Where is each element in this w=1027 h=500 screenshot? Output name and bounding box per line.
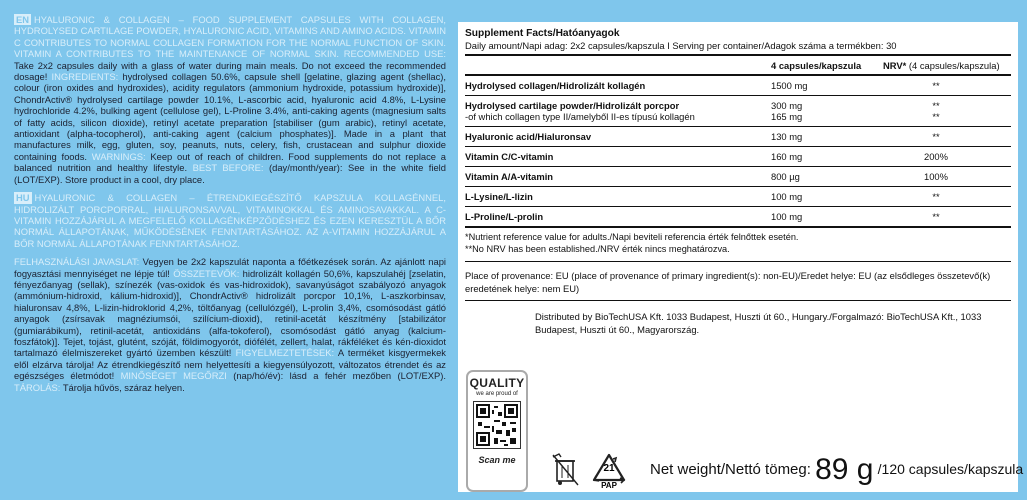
note-nrv: *Nutrient reference value for adults./Napi beviteli referencia érték felnőttek esetén. (465, 232, 799, 242)
nutrient-nrv-sub: ** (932, 111, 940, 122)
distributor-text: Distributed by BioTechUSA Kft. 1033 Budapest, Huszti út 60., Hungary./Forgalmazó: BioTechUSA Kft., 1033 Budapest, Huszti út 60., Magyarország. (535, 311, 982, 335)
nutrient-nrv: 100% (924, 171, 948, 182)
facts-row-divider (465, 226, 1011, 228)
facts-title: Supplement Facts/Hatóanyagok (465, 28, 620, 39)
nutrient-name: Hydrolysed cartilage powder/Hidrolizált porcpor (465, 100, 680, 111)
nutrient-amount: 300 mg (771, 100, 803, 111)
notes-rule (465, 261, 1011, 262)
label-text-block (14, 14, 446, 494)
nutrient-name: L-Proline/L-prolin (465, 211, 544, 222)
recycling-symbol (590, 452, 628, 497)
hu-warnings-text: A terméket kisgyermekek elől elzárva tárolja! Az étrendkiegészítő nem helyettesíti a kiegyensúlyozott, változatos étrendet és az egészséges életmódot! (14, 347, 446, 382)
en-best-before-text: (day/month/year): See in the white field (LOT/EXP). Store product in a cool, dry place. (14, 162, 446, 185)
col-nrv-header: NRV* (4 capsules/kapszula) (883, 59, 1000, 71)
info-panel (458, 22, 1018, 492)
net-weight-label: Net weight/Nettó tömeg: (650, 461, 811, 478)
nutrient-amount: 100 mg (771, 191, 803, 202)
hu-storage-label: TÁROLÁS: (14, 381, 61, 393)
hu-best-before-label: MINŐSÉGET MEGŐRZI (120, 370, 227, 382)
hu-use-label: FELHASZNÁLÁSI JAVASLAT: (14, 256, 140, 268)
en-warnings-text: Keep out of reach of children. Food supplements do not replace a balanced nutrition and healthy lifestyle. (14, 150, 446, 174)
nutrient-name: L-Lysine/L-lizin (465, 191, 533, 202)
note-no-nrv: **No NRV has been established./NRV érték nincs meghatározva. (465, 243, 730, 254)
hu-best-before-text: (nap/hó/év): lásd a fehér mezőben (LOT/EXP). (233, 370, 446, 382)
nutrient-subitem: -of which collagen type II/amelyből II-es típusú kollagén (465, 111, 695, 122)
hungarian-section (14, 192, 446, 249)
nutrient-amount: 1500 mg (771, 80, 808, 91)
nutrient-nrv: ** (932, 211, 940, 222)
en-warnings-label: WARNINGS: (91, 150, 146, 162)
facts-row (465, 167, 1011, 186)
facts-row (465, 147, 1011, 166)
english-section (14, 14, 446, 185)
recycling-number: 21 (603, 463, 615, 474)
nutrient-amount: 100 mg (771, 211, 803, 222)
nutrient-nrv: ** (932, 191, 940, 202)
net-weight (650, 453, 1023, 487)
hu-storage-text: Tárolja hűvös, száraz helyen. (62, 381, 185, 393)
qr-code[interactable] (473, 401, 521, 449)
nutrient-name: Hyaluronic acid/Hialuronsav (465, 131, 592, 142)
facts-rows (465, 76, 1011, 228)
en-best-before-label: BEST BEFORE: (192, 162, 264, 174)
nutrient-nrv: ** (932, 80, 940, 91)
hu-use-text: Vegyen be 2x2 kapszulát naponta a főétkezések során. Az ajánlott napi fogyasztási mennyiséget ne lépje túl! (14, 256, 446, 279)
facts-row (465, 187, 1011, 206)
facts-header-row (465, 56, 1011, 74)
quality-label: QUALITY (469, 376, 525, 390)
nutrient-nrv: 200% (924, 151, 948, 162)
hu-warnings-label: FIGYELMEZTETÉSEK: (235, 347, 335, 359)
recycling-code: PAP (601, 481, 617, 490)
qr-code-icon (474, 402, 520, 448)
facts-notes (465, 232, 1011, 255)
scan-me-label: Scan me (478, 455, 516, 465)
lang-code-hu: HU (16, 192, 30, 204)
net-weight-count: /120 capsules/kapszula (877, 461, 1024, 477)
en-use-text: Take 2x2 capsules daily with a glass of water during main meals. Do not exceed the recommended dosage! (14, 59, 446, 83)
lang-code-en: EN (16, 14, 30, 25)
nutrient-amount: 130 mg (771, 131, 803, 142)
nutrient-amount-sub: 165 mg (771, 111, 803, 122)
hu-ingredients-text: hidrolizált kollagén 50,6%, kapszulahéj [zselatin, fényezőanyag (sellak), színezék (vas-oxidok és vas-hidroxidok), savanyúságot szabályozó anyagok (ammónium-hidroxid, kálium-hidroxid)], ChondrActiv® hidrolizált porcpor 10,1%, L-aszkorbinsav, hialuronsav 4,8%, L-lizin-hidroklorid 4,2%, töltőanyag (cellulózgél), L-prolin 3,4%, csomósodást gátló anyagok (zsírsavak magnéziumsói, szilícium-dioxid), retinil-acetát készítmény [stabilizátor (gumiarábikum), retinil-acetát, antioxidáns (alfa-tokoferol), csomósodást gátló anyag (kalcium-foszfátok)]. Tejet, tojást, glutént, szóját, földimogyorót, diófélét, zellert, halat, rákféléket és kén-dioxidot tartalmazó élelmiszereket gyártó üzemben készült! (14, 267, 446, 359)
nutrient-nrv: ** (932, 100, 940, 111)
supplement-facts (465, 28, 1011, 337)
nutrient-nrv: ** (932, 131, 940, 142)
quality-subtitle: we are proud of (476, 391, 518, 397)
nutrient-name: Vitamin C/C-vitamin (465, 151, 554, 162)
facts-row (465, 76, 1011, 95)
hungarian-details (14, 256, 446, 393)
recycle-bin-icon (551, 453, 581, 489)
facts-row (465, 127, 1011, 146)
en-use-label: RECOMMENDED USE: (343, 48, 446, 60)
serving-info: Daily amount/Napi adag: 2x2 capsules/kapszula I Serving per container/Adagok száma a termékben: 30 (465, 40, 897, 51)
nutrient-name: Hydrolysed collagen/Hidrolizált kollagén (465, 80, 646, 91)
facts-row (465, 96, 1011, 126)
net-weight-value: 89 g (815, 453, 874, 486)
en-intro: HYALURONIC & COLLAGEN – FOOD SUPPLEMENT CAPSULES WITH COLLAGEN, HYDROLYSED CARTILAGE POWDER, HYALURONIC ACID, VITAMINS AND AMINO ACIDS. VITAMIN C CONTRIBUTES TO NORMAL COLLAGEN FORMATION FOR THE NORMAL FUNCTION OF SKIN. VITAMIN A CONTRIBUTES TO THE MAINTENANCE OF NORMAL SKIN. (14, 14, 446, 60)
col-amount-header: 4 capsules/kapszula (771, 59, 862, 71)
hu-ingredients-label: ÖSSZETEVŐK: (173, 267, 240, 279)
facts-row (465, 207, 1011, 226)
en-ingredients-label: INGREDIENTS: (51, 71, 119, 83)
nutrient-amount: 160 mg (771, 151, 803, 162)
quality-badge[interactable] (466, 370, 528, 492)
nutrient-name: Vitamin A/A-vitamin (465, 171, 554, 182)
en-ingredients-text: hydrolysed collagen 50.6%, capsule shell [gelatine, glazing agent (shellac), colour (iron oxides and hydroxides), acidity regulators (ammonium hydroxide, potassium hydroxide)], ChondrActiv® hydrolysed cartilage powder 10.1%, L-ascorbic acid, hyaluronic acid 4.8%, L-Lysine hydrochloride 4.2%, bulking agent (cellulose gel), L-Proline 3.4%, anti-caking agents (magnesium salts of fatty acids, silicon dioxide), retinyl acetate preparation [stabiliser (gum arabic), retinyl acetate, antioxidant (alpha-tocopherol), anti-caking agent (calcium phosphates)]. Made in a plant that manufactures milk, egg, gluten, soy, peanuts, nuts, celery, fish, crustacean and sulphur dioxide containing foods. (14, 71, 446, 162)
nutrient-amount: 800 µg (771, 171, 800, 182)
provenance-text: Place of provenance: EU (place of provenance of primary ingredient(s): non-EU)/Eredet helye: EU (az elsődleges összetevő(k) eredetének helye: nem EU) (465, 270, 991, 294)
hu-intro: HYALURONIC & COLLAGEN – ÉTRENDKIEGÉSZÍTŐ KAPSZULA KOLLAGÉNNEL, HIDROLIZÁLT PORCPORRAL, HIALURONSAVVAL, VITAMINOKKAL ÉS AMINOSAVAKKAL. A C-VITAMIN HOZZÁJÁRUL A MEGFELELŐ KOLLAGÉNKÉPZŐDÉSHEZ ÉS EZEN KERESZTÜL A BŐR NORMÁL ÁLLAPOTÁNAK, MŰKÖDÉSÉNEK FENNTARTÁSÁHOZ. AZ A-VITAMIN HOZZÁJÁRUL A BŐR NORMÁL ÁLLAPOTÁNAK FENNTARTÁSÁHOZ. (14, 192, 446, 249)
